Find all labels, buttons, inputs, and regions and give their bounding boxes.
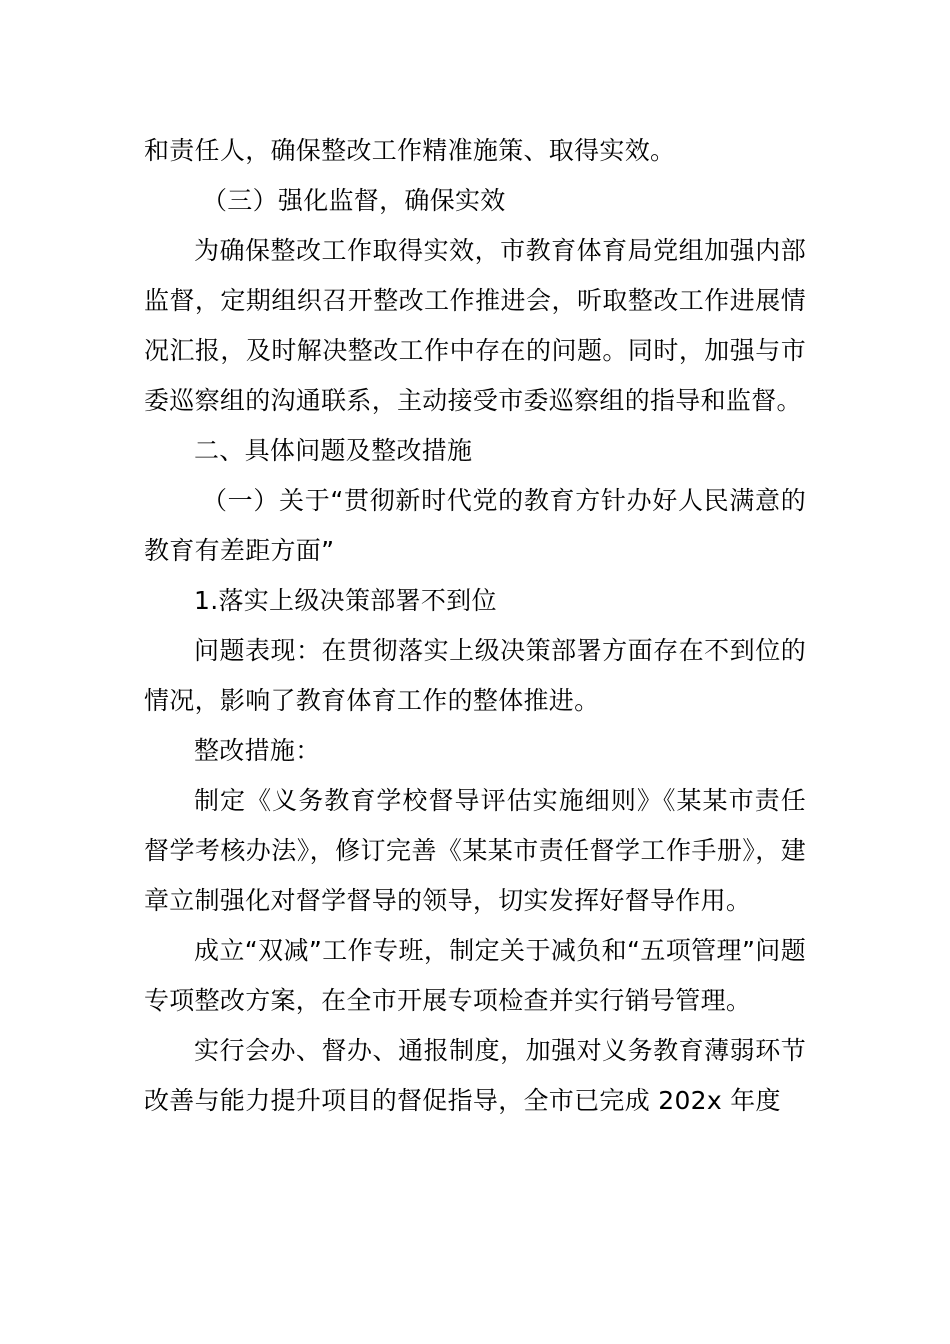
paragraph-measures-label: 整改措施： — [194, 736, 321, 765]
item-heading-1: 1.落实上级决策部署不到位 — [194, 586, 497, 615]
paragraph-problem: 问题表现：在贯彻落实上级决策部署方面存在不到位的情况，影响了教育体育工作的整体推进。 — [144, 636, 806, 715]
subsection-heading-1: （一）关于“贯彻新时代党的教育方针办好人民满意的教育有差距方面” — [144, 486, 806, 565]
paragraph-measure-1: 制定《义务教育学校督导评估实施细则》《某某市责任督学考核办法》，修订完善《某某市责任督学工作手册》，建章立制强化对督学督导的领导，切实发挥好督导作用。 — [144, 786, 806, 915]
document-body — [144, 126, 806, 1126]
section-heading-2: 二、具体问题及整改措施 — [194, 436, 473, 465]
paragraph-supervision: 为确保整改工作取得实效，市教育体育局党组加强内部监督，定期组织召开整改工作推进会，听取整改工作进展情况汇报，及时解决整改工作中存在的问题。同时，加强与市委巡察组的沟通联系，主动接受市委巡察组的指导和监督。 — [144, 236, 806, 415]
paragraph-measure-2: 成立“双减”工作专班，制定关于减负和“五项管理”问题专项整改方案，在全市开展专项检查并实行销号管理。 — [144, 936, 806, 1015]
paragraph-measure-3: 实行会办、督办、通报制度，加强对义务教育薄弱环节改善与能力提升项目的督促指导，全市已完成 202x 年度 — [144, 1036, 806, 1115]
section-heading-3: （三）强化监督，确保实效 — [202, 186, 506, 215]
paragraph-1: 和责任人，确保整改工作精准施策、取得实效。 — [144, 136, 676, 165]
